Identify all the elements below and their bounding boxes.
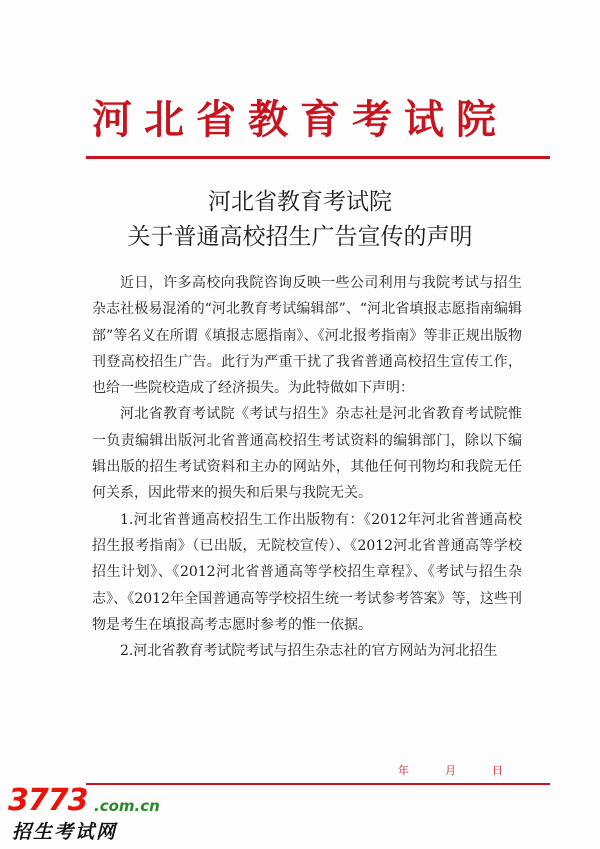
body-paragraph-2: 河北省教育考试院《考试与招生》杂志社是河北省教育考试院惟一负责编辑出版河北省普通高校招生考试资料的编辑部门，除以下编辑出版的招生考试资料和主办的网站外，其他任何刊物均和我院无任何关系，因此带来的损失和后果与我院无关。 <box>92 406 522 502</box>
letterhead-red-rule <box>86 156 550 159</box>
footer-month-label: 月 <box>445 764 457 777</box>
watermark-tagline: 招生考试网 <box>12 821 118 843</box>
letterhead-org-name: 河北省教育考试院 <box>92 96 508 143</box>
watermark-number: 3773 <box>8 783 88 818</box>
footer-day-label: 日 <box>492 764 504 777</box>
body-paragraph-4: 2.河北省教育考试院考试与招生杂志社的官方网站为河北招生 <box>120 643 498 660</box>
document-title-line2: 关于普通高校招生广告宣传的声明 <box>127 224 473 250</box>
document-title-line1: 河北省教育考试院 <box>208 189 392 215</box>
site-watermark-logo <box>8 783 208 845</box>
watermark-domain: .com.cn <box>94 797 160 815</box>
body-paragraph-3: 1.河北省普通高校招生工作出版物有：《2012年河北省普通高校招生报考指南》（已出版，无院校宣传）、《2012河北省普通高等学校招生计划》、《2012河北省普通高等学校招生章程》、《考试与招生杂志》、《2012年全国普通高等学校招生统一考试参考答案》等，这些刊物是考生在填报高考志愿时参考的惟一依据。 <box>92 511 522 633</box>
footer-year-label: 年 <box>398 764 410 777</box>
body-paragraph-1: 近日，许多高校向我院咨询反映一些公司利用与我院考试与招生杂志社极易混淆的“河北教育考试编辑部”、“河北省填报志愿指南编辑部”等名义在所谓《填报志愿指南》、《河北报考指南》等非正规出版物刊登高校招生广告。此行为严重干扰了我省普通高校招生宣传工作，也给一些院校造成了经济损失。为此特做如下声明： <box>92 275 522 397</box>
footer-date <box>398 762 528 778</box>
document-body <box>92 270 522 664</box>
